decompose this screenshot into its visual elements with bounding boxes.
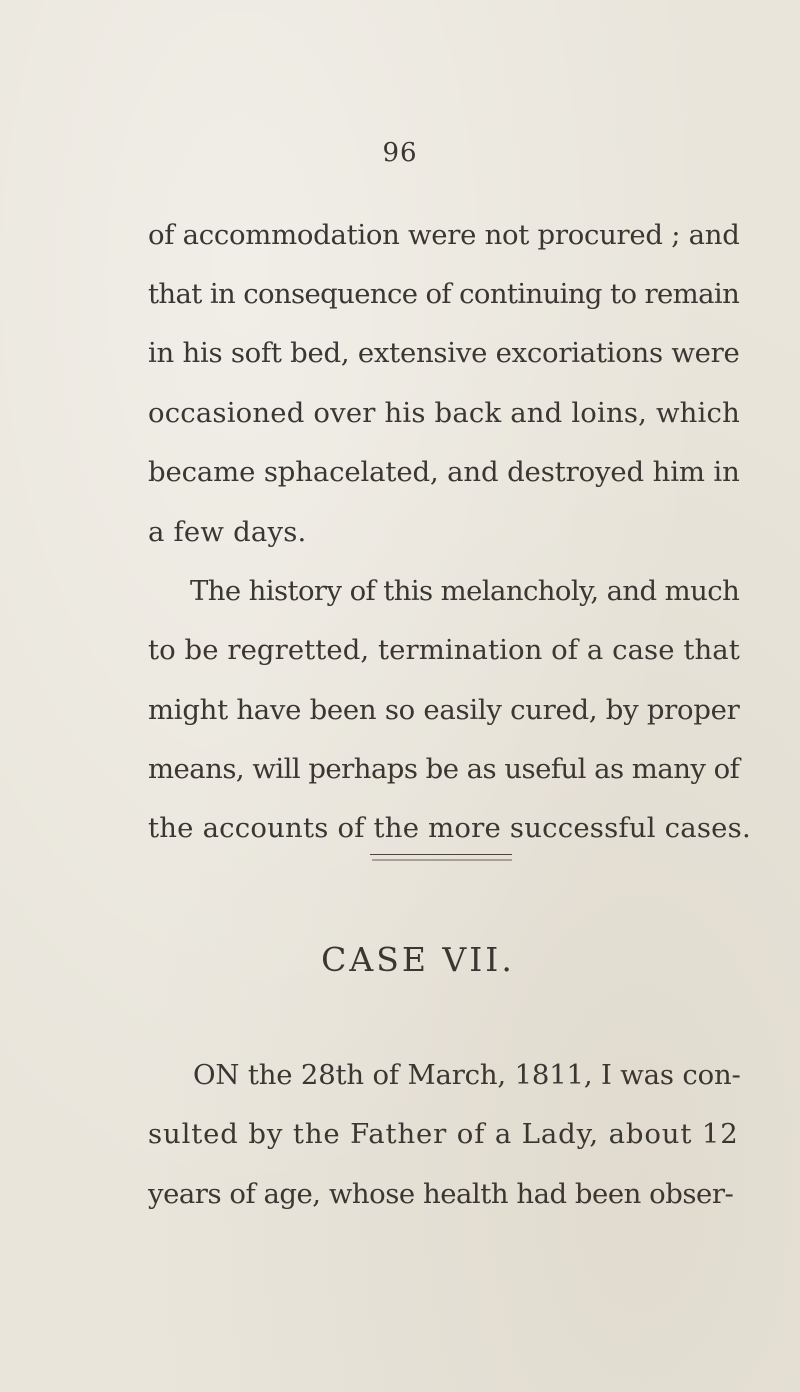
page-number: 96 bbox=[382, 138, 418, 168]
paragraph-2-line-3: might have been so easily cured, by proper bbox=[148, 694, 740, 726]
paragraph-3-line-1: ON the 28th of March, 1811, I was con- bbox=[193, 1059, 741, 1091]
paragraph-1-line-5: became sphacelated, and destroyed him in bbox=[148, 456, 740, 488]
paragraph-1-line-1: of accommodation were not procured ; and bbox=[148, 219, 740, 251]
section-divider-rule-thick bbox=[372, 859, 512, 861]
paragraph-1-line-6: a few days. bbox=[148, 516, 307, 548]
paragraph-1-line-3: in his soft bed, extensive excoriations were bbox=[148, 337, 740, 369]
section-divider-rule bbox=[370, 854, 512, 855]
section-heading: CASE VII. bbox=[321, 940, 515, 979]
paragraph-2-line-5: the accounts of the more successful cases. bbox=[148, 812, 751, 844]
paragraph-3-line-3: years of age, whose health had been obser- bbox=[148, 1178, 734, 1210]
paragraph-2-line-1: The history of this melancholy, and much bbox=[190, 575, 740, 607]
paragraph-1-line-4: occasioned over his back and loins, which bbox=[148, 397, 740, 429]
paragraph-3-line-2: sulted by the Father of a Lady, about 12 bbox=[148, 1118, 739, 1150]
paragraph-1-line-2: that in consequence of continuing to remain bbox=[148, 278, 740, 310]
paragraph-2-line-4: means, will perhaps be as useful as many of bbox=[148, 753, 740, 785]
paragraph-2-line-2: to be regretted, termination of a case that bbox=[148, 634, 740, 666]
